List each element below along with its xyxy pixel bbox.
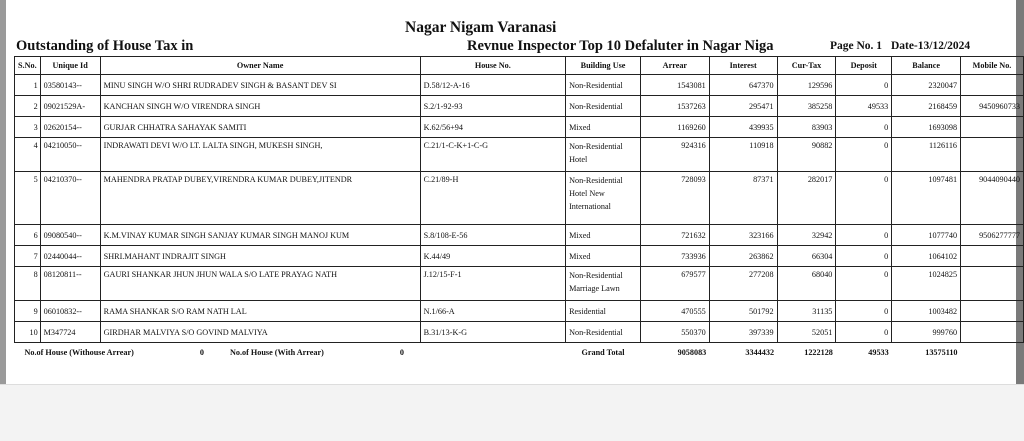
cell-unique-id: 08120811-- [40, 267, 100, 301]
cell-curtax: 66304 [777, 246, 836, 267]
cell-mobile [961, 246, 1024, 267]
cell-house: S.2/1-92-93 [420, 96, 566, 117]
cell-sno: 9 [15, 301, 41, 322]
no-arrear-label: No.of House (Withouse Arrear) [24, 348, 134, 358]
col-sno: S.No. [15, 57, 41, 75]
cell-unique-id: 06010832-- [40, 301, 100, 322]
cell-unique-id: 09080540-- [40, 225, 100, 246]
cell-unique-id: 02620154-- [40, 117, 100, 138]
cell-sno: 10 [15, 322, 41, 343]
cell-owner: K.M.VINAY KUMAR SINGH SANJAY KUMAR SINGH MANOJ KUM [100, 225, 420, 246]
defaulter-table [14, 56, 1024, 363]
cell-interest: 397339 [709, 322, 777, 343]
cell-balance: 1693098 [892, 117, 961, 138]
cell-balance: 1003482 [892, 301, 961, 322]
cell-arrear: 470555 [640, 301, 709, 322]
table-row [15, 96, 1024, 117]
cell-use: Mixed [566, 246, 641, 267]
cell-interest: 263862 [709, 246, 777, 267]
cell-curtax: 282017 [777, 172, 836, 225]
table-row [15, 246, 1024, 267]
cell-mobile [961, 301, 1024, 322]
cell-interest: 323166 [709, 225, 777, 246]
inspector-heading: Revnue Inspector Top 10 Defaluter in Nagar Niga [467, 38, 774, 54]
cell-interest: 277208 [709, 267, 777, 301]
cell-sno: 2 [15, 96, 41, 117]
cell-house: B.31/13-K-G [420, 322, 566, 343]
cell-interest: 501792 [709, 301, 777, 322]
cell-balance: 999760 [892, 322, 961, 343]
curtax-total: 1222128 [777, 343, 836, 363]
cell-use: Non-Residential [566, 322, 641, 343]
cell-house: J.12/15-F-1 [420, 267, 566, 301]
page-number: Page No. 1 [830, 40, 883, 52]
cell-curtax: 31135 [777, 301, 836, 322]
cell-sno: 5 [15, 172, 41, 225]
cell-sno: 3 [15, 117, 41, 138]
cell-arrear: 550370 [640, 322, 709, 343]
table-row [15, 138, 1024, 172]
cell-balance: 2320047 [892, 75, 961, 96]
col-unique-id: Unique Id [40, 57, 100, 75]
cell-deposit: 0 [836, 75, 892, 96]
col-building-use: Building Use [566, 57, 641, 75]
cell-sno: 7 [15, 246, 41, 267]
cell-owner: GURJAR CHHATRA SAHAYAK SAMITI [100, 117, 420, 138]
cell-deposit: 0 [836, 225, 892, 246]
cell-deposit: 0 [836, 301, 892, 322]
cell-balance: 1097481 [892, 172, 961, 225]
cell-balance: 1077740 [892, 225, 961, 246]
col-interest: Interest [709, 57, 777, 75]
cell-mobile [961, 75, 1024, 96]
cell-curtax: 52051 [777, 322, 836, 343]
report-date: Date-13/12/2024 [890, 40, 971, 52]
cell-deposit: 0 [836, 246, 892, 267]
cell-unique-id: 02440044-- [40, 246, 100, 267]
cell-arrear: 1537263 [640, 96, 709, 117]
col-mobile: Mobile No. [961, 57, 1024, 75]
cell-interest: 295471 [709, 96, 777, 117]
cell-owner: KANCHAN SINGH W/O VIRENDRA SINGH [100, 96, 420, 117]
table-header-row [15, 57, 1024, 75]
cell-balance: 1126116 [892, 138, 961, 172]
table-row [15, 117, 1024, 138]
cell-deposit: 0 [836, 172, 892, 225]
cell-arrear: 733936 [640, 246, 709, 267]
cell-interest: 647370 [709, 75, 777, 96]
cell-use: Non-Residential Hotel [566, 138, 641, 172]
cell-deposit: 0 [836, 267, 892, 301]
cell-deposit: 49533 [836, 96, 892, 117]
col-balance: Balance [892, 57, 961, 75]
cell-unique-id: 04210370-- [40, 172, 100, 225]
deposit-total: 49533 [836, 343, 892, 363]
cell-arrear: 728093 [640, 172, 709, 225]
cell-arrear: 679577 [640, 267, 709, 301]
bottom-blank-area [0, 384, 1024, 441]
cell-arrear: 1169260 [640, 117, 709, 138]
cell-balance: 1024825 [892, 267, 961, 301]
cell-unique-id: 09021529A- [40, 96, 100, 117]
cell-house: N.1/66-A [420, 301, 566, 322]
cell-interest: 110918 [709, 138, 777, 172]
no-arrear-value: 0 [199, 348, 204, 358]
cell-owner: RAMA SHANKAR S/O RAM NATH LAL [100, 301, 420, 322]
cell-house: K.62/56+94 [420, 117, 566, 138]
cell-use: Non-Residential Marriage Lawn [566, 267, 641, 301]
cell-curtax: 90882 [777, 138, 836, 172]
cell-arrear: 1543081 [640, 75, 709, 96]
cell-curtax: 68040 [777, 267, 836, 301]
cell-use: Non-Residential [566, 96, 641, 117]
cell-curtax: 83903 [777, 117, 836, 138]
with-arrear-value: 0 [399, 348, 404, 358]
cell-mobile: 9450960733 [961, 96, 1024, 117]
cell-unique-id: M347724 [40, 322, 100, 343]
cell-deposit: 0 [836, 117, 892, 138]
cell-house: K.44/49 [420, 246, 566, 267]
cell-owner: SHRI.MAHANT INDRAJIT SINGH [100, 246, 420, 267]
cell-sno: 4 [15, 138, 41, 172]
table-row [15, 172, 1024, 225]
cell-owner: MAHENDRA PRATAP DUBEY,VIRENDRA KUMAR DUBEY,JITENDR [100, 172, 420, 225]
cell-mobile [961, 138, 1024, 172]
cell-house: S.8/108-E-56 [420, 225, 566, 246]
footer-totals-row [15, 343, 1024, 363]
table-row [15, 322, 1024, 343]
cell-arrear: 924316 [640, 138, 709, 172]
cell-mobile [961, 322, 1024, 343]
col-owner-name: Owner Name [100, 57, 420, 75]
cell-sno: 6 [15, 225, 41, 246]
cell-use: Mixed [566, 225, 641, 246]
cell-deposit: 0 [836, 322, 892, 343]
cell-interest: 439935 [709, 117, 777, 138]
table-row [15, 75, 1024, 96]
interest-total: 3344432 [709, 343, 777, 363]
balance-total: 13575110 [892, 343, 961, 363]
cell-unique-id: 04210050-- [40, 138, 100, 172]
grand-total-label: Grand Total [566, 343, 641, 363]
cell-balance: 1064102 [892, 246, 961, 267]
outstanding-heading: Outstanding of House Tax in [16, 38, 194, 54]
cell-sno: 1 [15, 75, 41, 96]
cell-mobile [961, 117, 1024, 138]
page-date-info [830, 40, 970, 52]
cell-house: C.21/89-H [420, 172, 566, 225]
report-title: Nagar Nigam Varanasi [405, 19, 557, 36]
cell-deposit: 0 [836, 138, 892, 172]
cell-owner: INDRAWATI DEVI W/O LT. LALTA SINGH, MUKESH SINGH, [100, 138, 420, 172]
table-row [15, 225, 1024, 246]
cell-owner: GAURI SHANKAR JHUN JHUN WALA S/O LATE PRAYAG NATH [100, 267, 420, 301]
with-arrear-label: No.of House (With Arrear) [230, 348, 324, 358]
col-arrear: Arrear [640, 57, 709, 75]
cell-arrear: 721632 [640, 225, 709, 246]
footer-house-counts [15, 343, 421, 363]
cell-use: Non-Residential Hotel New International [566, 172, 641, 225]
footer-blank-end [961, 343, 1024, 363]
cell-balance: 2168459 [892, 96, 961, 117]
cell-curtax: 32942 [777, 225, 836, 246]
cell-unique-id: 03580143-- [40, 75, 100, 96]
table-row [15, 267, 1024, 301]
cell-house: C.21/1-C-K+1-C-G [420, 138, 566, 172]
cell-use: Mixed [566, 117, 641, 138]
col-deposit: Deposit [836, 57, 892, 75]
cell-sno: 8 [15, 267, 41, 301]
table-row [15, 301, 1024, 322]
cell-mobile: 9506277777 [961, 225, 1024, 246]
footer-blank [420, 343, 566, 363]
cell-curtax: 129596 [777, 75, 836, 96]
cell-mobile [961, 267, 1024, 301]
cell-owner: MINU SINGH W/O SHRI RUDRADEV SINGH & BASANT DEV SI [100, 75, 420, 96]
cell-use: Non-Residential [566, 75, 641, 96]
arrear-total: 9058083 [640, 343, 709, 363]
cell-curtax: 385258 [777, 96, 836, 117]
col-cur-tax: Cur-Tax [777, 57, 836, 75]
cell-mobile: 9044090440 [961, 172, 1024, 225]
left-frame-edge [0, 0, 6, 441]
cell-interest: 87371 [709, 172, 777, 225]
col-house-no: House No. [420, 57, 566, 75]
cell-use: Residential [566, 301, 641, 322]
cell-house: D.58/12-A-16 [420, 75, 566, 96]
cell-owner: GIRDHAR MALVIYA S/O GOVIND MALVIYA [100, 322, 420, 343]
